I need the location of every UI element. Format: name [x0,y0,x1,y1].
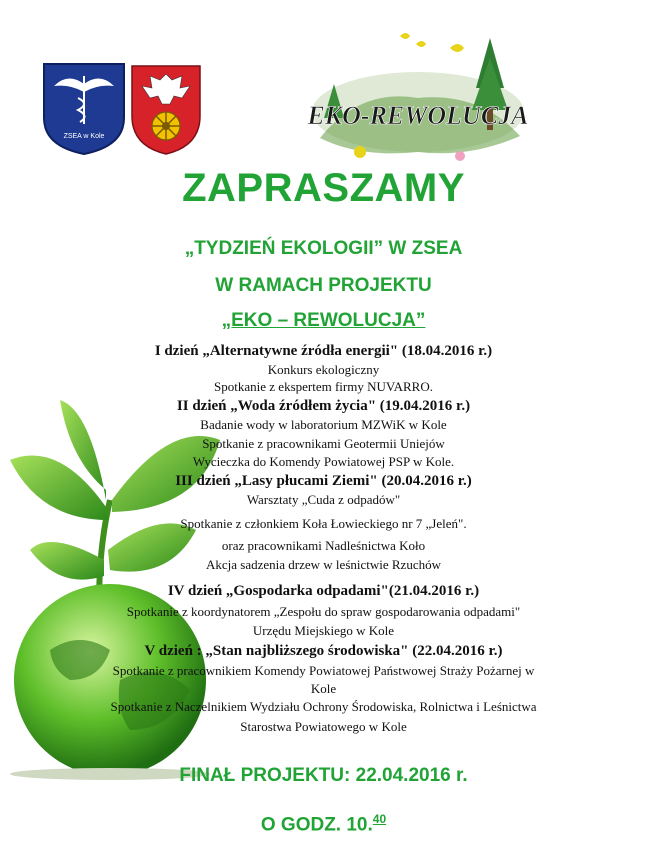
eko-rewolucja-logo-text: EKO-REWOLUCJA [307,101,529,130]
coat-of-arms-icon [130,64,202,156]
program-item: Urzędu Miejskiego w Kole [252,623,395,638]
program-day: IV dzień „Gospodarka odpadami"(21.04.2016 r.) [167,583,480,599]
program-day: III dzień „Lasy płucami Ziemi" (20.04.2016 r.) [175,473,472,489]
program-item: Konkurs ekologiczny [267,362,380,377]
event-title: „TYDZIEŃ EKOLOGII” W ZSEA [184,238,463,259]
program-item: Spotkanie z koordynatorem „Zespołu do spraw gospodarowania odpadami" [126,604,521,619]
program-item: Warsztaty „Cuda z odpadów" [246,492,401,507]
program-day: II dzień „Woda źródłem życia" (19.04.2016 r.) [176,398,471,414]
program-day: V dzień : „Stan najbliższego środowiska" (22.04.2016 r.) [144,643,503,659]
hour-prefix: O GODZ. 10. [260,814,373,836]
program-item: Wycieczka do Komendy Powiatowej PSP w Kole. [192,454,455,469]
program-item: Spotkanie z pracownikiem Komendy Powiatowej Państwowej Straży Pożarnej w [112,663,535,678]
program-item: Starostwa Powiatowego w Kole [240,719,407,734]
program-day: I dzień „Alternatywne źródła energii" (18.04.2016 r.) [154,343,493,359]
program-item: Spotkanie z członkiem Koła Łowieckiego nr 7 „Jeleń". [180,516,467,531]
project-hour [0,812,647,836]
program-item: Spotkanie z ekspertem firmy NUVARRO. [214,379,433,394]
program-item: Akcja sadzenia drzew w leśnictwie Rzuchów [206,557,441,572]
eko-rewolucja-logo [300,28,530,168]
project-intro: W RAMACH PROJEKTU [215,275,432,296]
project-name-text: „EKO – REWOLUCJA” [221,310,426,331]
project-final: FINAŁ PROJEKTU: 22.04.2016 r. [179,765,468,786]
page-title: ZAPRASZAMY [182,166,465,210]
program-item: Kole [310,681,337,696]
zsea-logo-text: ZSEA w Kole [63,133,105,140]
program-item: Spotkanie z Naczelnikiem Wydziału Ochrony Środowiska, Rolnictwa i Leśnictwa [110,699,537,714]
project-name [0,310,647,332]
program-item: oraz pracownikami Nadleśnictwa Koło [221,538,426,553]
hour-minutes: 40 [372,812,387,826]
program-item: Badanie wody w laboratorium MZWiK w Kole [200,417,447,432]
program-item: Spotkanie z pracownikami Geotermii Uniejów [202,436,445,451]
zsea-logo [42,62,126,156]
